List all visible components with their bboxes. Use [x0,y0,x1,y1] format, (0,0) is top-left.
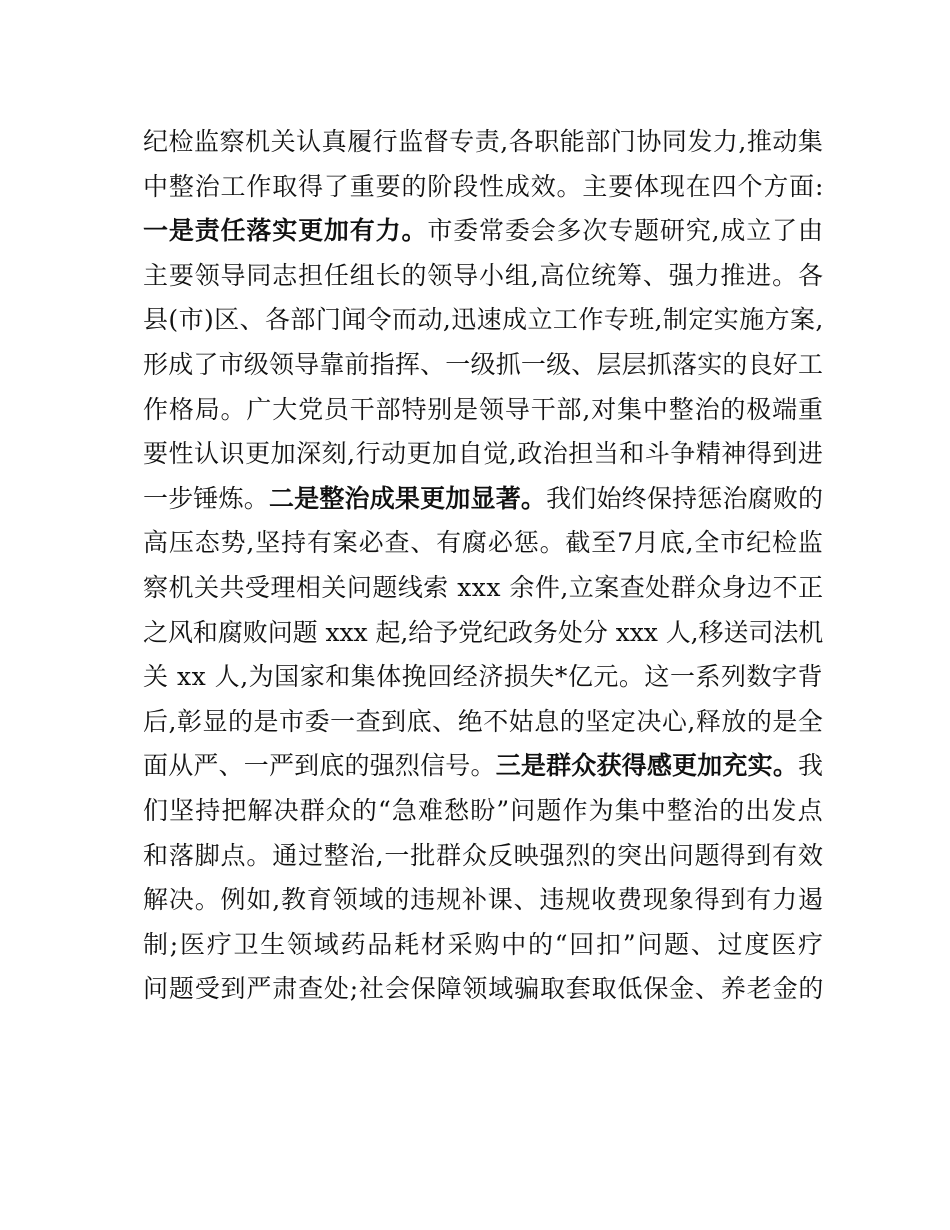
text-segment: 之风和腐败问题 xxx 起,给予党纪政务处分 xxx 人,移送司法机 [143,617,824,647]
text-line [143,343,823,388]
text-line [143,923,823,968]
text-segment: 解决。例如,教育领域的违规补课、违规收费现象得到有力遏 [143,885,824,915]
text-line [143,120,823,165]
text-segment: 市委常委会多次专题研究,成立了由 [427,216,824,246]
text-line [143,298,823,343]
text-line [143,611,823,656]
text-segment: 后,彰显的是市委一查到底、绝不姑息的坚定决心,释放的是全 [143,706,824,736]
text-segment: 察机关共受理相关问题线索 xxx 余件,立案查处群众身边不正 [143,572,824,602]
text-line [143,388,823,433]
text-segment: 我 [798,751,824,781]
text-line [143,477,823,522]
body-text [143,120,823,1012]
text-line [143,878,823,923]
text-segment: 关 xx 人,为国家和集体挽回经济损失*亿元。这一系列数字背 [143,662,824,692]
text-segment: 们坚持把解决群众的“急难愁盼”问题作为集中整治的出发点 [143,795,824,825]
text-line [143,566,823,611]
text-segment: 要性认识更加深刻,行动更加自觉,政治担当和斗争精神得到进 [143,439,824,469]
text-line [143,521,823,566]
text-line [143,967,823,1012]
text-segment: 纪检监察机关认真履行监督专责,各职能部门协同发力,推动集 [143,127,824,156]
text-line [143,834,823,879]
text-line [143,744,823,789]
text-segment: 中整治工作取得了重要的阶段性成效。主要体现在四个方面: [143,171,825,201]
text-line [143,254,823,299]
text-line [143,655,823,700]
bold-heading-phrase: 二是整治成果更加显著。 [268,483,547,513]
bold-heading-phrase: 一是责任落实更加有力。 [143,216,428,246]
text-line [143,789,823,834]
text-line [143,165,823,210]
text-segment: 我们始终保持惩治腐败的 [546,483,824,513]
text-segment: 制;医疗卫生领域药品耗材采购中的“回扣”问题、过度医疗 [143,929,825,959]
text-segment: 作格局。广大党员干部特别是领导干部,对集中整治的极端重 [143,394,824,424]
text-line [143,432,823,477]
text-segment: 高压态势,坚持有案必查、有腐必惩。截至7月底,全市纪检监 [143,528,824,558]
text-segment: 问题受到严肃查处;社会保障领域骗取套取低保金、养老金的 [143,974,825,1004]
text-segment: 面从严、一严到底的强烈信号。 [143,751,496,781]
text-segment: 和落脚点。通过整治,一批群众反映强烈的突出问题得到有效 [143,840,824,870]
text-segment: 主要领导同志担任组长的领导小组,高位统筹、强力推进。各 [143,260,824,290]
text-segment: 形成了市级领导靠前指挥、一级抓一级、层层抓落实的良好工 [143,349,824,379]
text-segment: 县(市)区、各部门闻令而动,迅速成立工作专班,制定实施方案, [143,305,824,335]
text-segment: 一步锤炼。 [143,483,269,513]
bold-heading-phrase: 三是群众获得感更加充实。 [495,751,799,781]
text-line [143,700,823,745]
text-line [143,209,823,254]
